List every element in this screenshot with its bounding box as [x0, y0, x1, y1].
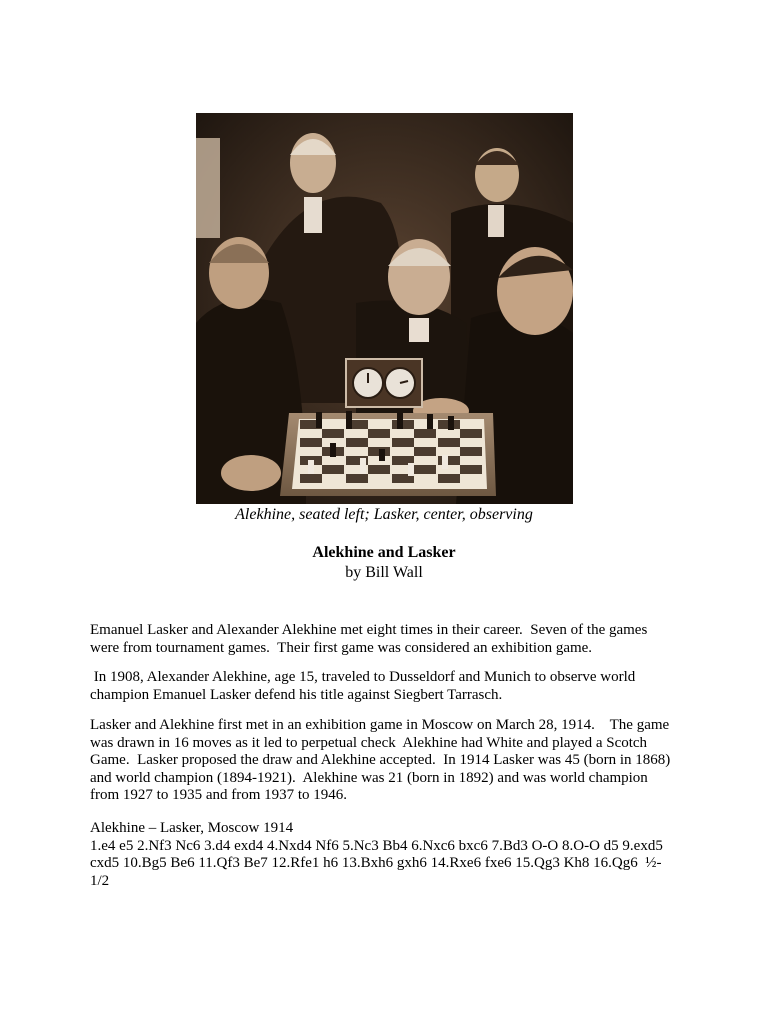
article-byline: by Bill Wall	[345, 564, 423, 581]
chess-clock	[346, 359, 422, 407]
chessboard-table	[280, 411, 496, 496]
text-line: and world champion (1894-1921). Alekhine was 21 (born in 1892) and was world champion	[90, 769, 648, 786]
text-line: In 1908, Alexander Alekhine, age 15, traveled to Dusseldorf and Munich to observe world	[90, 669, 636, 685]
photo-caption: Alekhine, seated left; Lasker, center, observing	[235, 506, 533, 523]
game-score	[90, 820, 680, 890]
game-header: Alekhine – Lasker, Moscow 1914	[90, 820, 294, 836]
photo-illustration	[196, 113, 573, 504]
text-line: was drawn in 16 moves as it led to perpetual check Alekhine had White and played a Scotch	[90, 734, 648, 751]
article-title: Alekhine and Lasker	[312, 544, 456, 561]
text-line: Emanuel Lasker and Alexander Alekhine met eight times in their career. Seven of the games	[90, 622, 648, 638]
text-line: were from tournament games. Their first game was considered an exhibition game.	[90, 639, 593, 656]
text-line: champion Emanuel Lasker defend his title against Siegbert Tarrasch.	[90, 686, 503, 703]
text-line: from 1927 to 1935 and from 1937 to 1946.	[90, 787, 348, 803]
moves-line: 1/2	[90, 872, 110, 889]
paragraph-1908	[90, 669, 680, 704]
moves-line: cxd5 10.Bg5 Be6 11.Qf3 Be7 12.Rfe1 h6 13.Bxh6 gxh6 14.Rxe6 fxe6 15.Qg3 Kh8 16.Qg6 ½-	[90, 855, 662, 871]
historical-photo	[196, 113, 573, 504]
moves-line: 1.e4 e5 2.Nf3 Nc6 3.d4 exd4 4.Nxd4 Nf6 5.Nc3 Bb4 6.Nxc6 bxc6 7.Bd3 O-O 8.O-O d5 9.exd5	[90, 837, 663, 854]
paragraph-first-meeting	[90, 717, 680, 805]
text-line: Lasker and Alekhine first met in an exhibition game in Moscow on March 28, 1914. The game	[90, 717, 670, 733]
text-line: Game. Lasker proposed the draw and Alekhine accepted. In 1914 Lasker was 45 (born in 1868)	[90, 752, 671, 768]
paragraph-intro	[90, 622, 680, 657]
